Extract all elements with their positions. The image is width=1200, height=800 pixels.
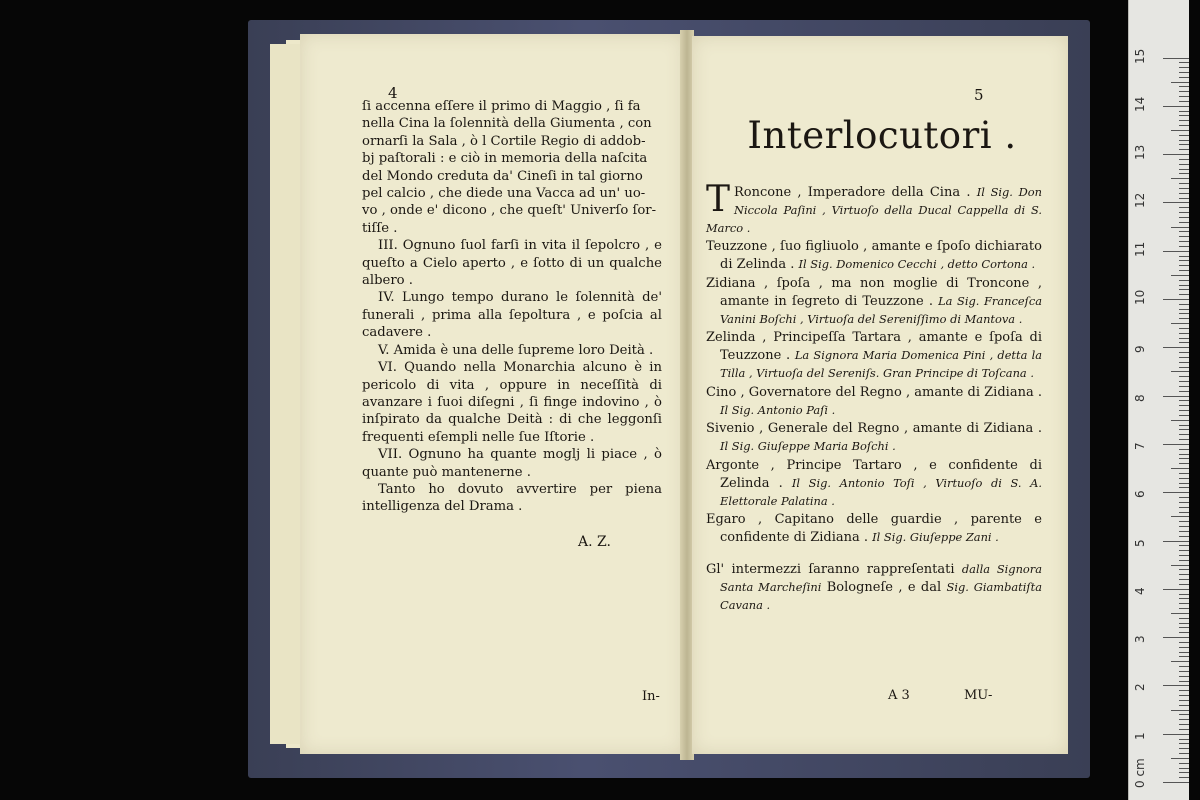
- ruler-tick: [1171, 178, 1189, 179]
- ruler-number: 8: [1133, 393, 1147, 402]
- ruler-tick: [1163, 782, 1189, 783]
- ruler-tick: [1163, 251, 1189, 252]
- cast-entry: [706, 276, 1042, 328]
- ruler-tick: [1179, 454, 1189, 455]
- ruler-tick: [1163, 589, 1189, 590]
- cast-entry: [706, 179, 1042, 237]
- ruler-tick: [1179, 289, 1189, 290]
- ruler-tick: [1171, 468, 1189, 469]
- ruler-tick: [1179, 521, 1189, 522]
- ruler-tick: [1171, 613, 1189, 614]
- ruler-tick: [1163, 492, 1189, 493]
- ruler-number: 10: [1133, 289, 1147, 305]
- ruler-tick: [1179, 425, 1189, 426]
- ruler-number: 13: [1133, 144, 1147, 161]
- ruler-tick: [1179, 449, 1189, 450]
- paragraph-v: V. Amida è una delle ſupreme loro Deità .: [378, 342, 654, 358]
- ruler-tick: [1179, 265, 1189, 266]
- ruler-tick: [1179, 169, 1189, 170]
- ruler-tick: [1179, 579, 1189, 580]
- cast-entry: [706, 385, 1042, 420]
- ruler-tick: [1179, 86, 1189, 87]
- intermezzi-text: Bologneſe , e dal: [826, 579, 942, 595]
- ruler-tick: [1179, 236, 1189, 237]
- ruler-tick: [1179, 217, 1189, 218]
- cast-entry: [706, 458, 1042, 510]
- ruler-tick: [1179, 569, 1189, 570]
- ruler-tick: [1179, 536, 1189, 537]
- ruler-tick: [1179, 608, 1189, 609]
- intermezzi-note: [706, 561, 1042, 614]
- ruler-tick: [1179, 550, 1189, 551]
- ruler-tick: [1179, 502, 1189, 503]
- ruler-tick: [1179, 193, 1189, 194]
- text-line: ornarſi la Sala , ò l Cortile Regio di addob-: [362, 133, 646, 149]
- ruler-tick: [1179, 739, 1189, 740]
- ruler-tick: [1179, 594, 1189, 595]
- ruler-tick: [1179, 120, 1189, 121]
- ruler-tick: [1179, 478, 1189, 479]
- catchword-right: MU-: [964, 688, 993, 703]
- text-line: pel calcio , che diede una Vacca ad un' uo-: [362, 186, 646, 202]
- ruler-tick: [1179, 198, 1189, 199]
- ruler-tick: [1179, 623, 1189, 624]
- ruler-tick: [1179, 507, 1189, 508]
- cast-name: La Sig. Franceſca Vanini Boſchi , Virtuoſa del Sereniſſimo di Mantova .: [720, 293, 1043, 326]
- text-line: ſi accenna eſſere il primo di Maggio , ſi fa: [362, 99, 641, 114]
- ruler-tick: [1163, 396, 1189, 397]
- ruler-tick: [1179, 497, 1189, 498]
- ruler-tick: [1179, 642, 1189, 643]
- ruler-number: 15: [1133, 48, 1147, 64]
- ruler-tick: [1171, 275, 1189, 276]
- ruler-tick: [1179, 222, 1189, 223]
- cast-name: Il Sig. Domenico Cecchi , detto Cortona .: [798, 257, 1036, 272]
- ruler-tick: [1179, 207, 1189, 208]
- ruler-tick: [1179, 531, 1189, 532]
- ruler-tick: [1163, 106, 1189, 107]
- cast-name: Il Sig. Giuſeppe Maria Boſchi .: [720, 439, 896, 454]
- ruler-tick: [1179, 671, 1189, 672]
- ruler-tick: [1179, 280, 1189, 281]
- ruler-tick: [1179, 212, 1189, 213]
- ruler-tick: [1179, 256, 1189, 257]
- ruler-tick: [1179, 656, 1189, 657]
- ruler-tick: [1179, 164, 1189, 165]
- ruler-tick: [1179, 77, 1189, 78]
- text-line: nella Cina la ſolennità della Giumenta , con: [362, 116, 652, 132]
- ruler-tick: [1179, 526, 1189, 527]
- ruler-number: 7: [1133, 442, 1147, 450]
- author-initials: A. Z.: [578, 534, 611, 550]
- cast-name: Il Sig. Antonio Toſi , Virtuoſo di S. A. Elettorale Palatina .: [720, 475, 1042, 508]
- ruler-number: 6: [1133, 490, 1147, 499]
- ruler-number: 4: [1133, 587, 1147, 595]
- ruler-tick: [1179, 714, 1189, 715]
- ruler-tick: [1179, 666, 1189, 667]
- ruler-tick: [1179, 72, 1189, 73]
- ruler-tick: [1179, 429, 1189, 430]
- ruler-tick: [1179, 772, 1189, 773]
- ruler-tick: [1171, 516, 1189, 517]
- left-page-text: [362, 98, 662, 516]
- ruler-number: 12: [1133, 193, 1147, 209]
- cast-entry: [706, 512, 1042, 547]
- ruler-tick: [1179, 173, 1189, 174]
- ruler-tick: [1171, 323, 1189, 324]
- cast-name: Il Sig. Giuſeppe Zani .: [872, 530, 999, 545]
- ruler-tick: [1179, 458, 1189, 459]
- ruler-tick: [1179, 260, 1189, 261]
- ruler-tick: [1179, 763, 1189, 764]
- ruler-tick: [1179, 241, 1189, 242]
- ruler-tick: [1163, 299, 1189, 300]
- ruler-tick: [1179, 101, 1189, 102]
- closing-paragraph: Tanto ho dovuto avvertire per piena intelligenza del Drama .: [362, 481, 662, 515]
- ruler-tick: [1171, 371, 1189, 372]
- ruler-tick: [1179, 603, 1189, 604]
- cast-name: La Signora Maria Domenica Pini , detta la Tilla , Virtuoſa del Sereniſs. Gran Principe di Toſcana .: [720, 348, 1042, 380]
- ruler-tick: [1179, 434, 1189, 435]
- ruler-number: 0 cm: [1133, 758, 1147, 788]
- ruler-number: 1: [1133, 732, 1147, 740]
- ruler-tick: [1179, 627, 1189, 628]
- ruler-tick: [1179, 231, 1189, 232]
- ruler-tick: [1179, 405, 1189, 406]
- cast-entry: [706, 421, 1042, 456]
- ruler-tick: [1179, 159, 1189, 160]
- ruler-tick: [1171, 420, 1189, 421]
- ruler-tick: [1179, 681, 1189, 682]
- ruler-number: 5: [1133, 538, 1147, 547]
- ruler-tick: [1163, 202, 1189, 203]
- ruler-tick: [1179, 700, 1189, 701]
- ruler-tick: [1179, 115, 1189, 116]
- ruler-tick: [1163, 58, 1189, 59]
- ruler-tick: [1179, 333, 1189, 334]
- role-name: Argonte , Principe Tartaro , e confidente di Zelinda .: [706, 457, 1042, 491]
- ruler-number: 9: [1133, 345, 1147, 354]
- ruler-tick: [1171, 758, 1189, 759]
- ruler-tick: [1163, 685, 1189, 686]
- ruler-tick: [1179, 724, 1189, 725]
- ruler-tick: [1179, 729, 1189, 730]
- role-name: Roncone , Imperadore della Cina .: [734, 185, 971, 200]
- ruler-tick: [1179, 125, 1189, 126]
- intermezzi-cast: Sig. Giambatiſta Cavana .: [720, 579, 1042, 612]
- ruler-tick: [1179, 705, 1189, 706]
- ruler-tick: [1179, 342, 1189, 343]
- ruler-tick: [1171, 130, 1189, 131]
- ruler-tick: [1179, 188, 1189, 189]
- ruler-tick: [1171, 227, 1189, 228]
- role-name: Zelinda , Principeſſa Tartara , amante e ſpoſa di Teuzzone .: [706, 330, 1042, 364]
- paragraph-iv: IV. Lungo tempo durano le ſolennità de' funerali , prima alla ſepoltura , e poſcia al cadavere .: [362, 290, 662, 341]
- ruler-tick: [1179, 598, 1189, 599]
- ruler-tick: [1179, 777, 1189, 778]
- ruler-tick: [1179, 309, 1189, 310]
- ruler-tick: [1171, 661, 1189, 662]
- ruler-tick: [1179, 362, 1189, 363]
- ruler-tick: [1179, 144, 1189, 145]
- right-page: [692, 36, 1068, 754]
- ruler-tick: [1179, 560, 1189, 561]
- ruler-tick: [1179, 487, 1189, 488]
- ruler-tick: [1163, 154, 1189, 155]
- ruler-tick: [1179, 473, 1189, 474]
- role-name: Teuzzone , ſuo figliuolo , amante e ſpoſo dichiarato di Zelinda .: [706, 239, 1042, 273]
- ruler-tick: [1171, 82, 1189, 83]
- ruler-tick: [1163, 637, 1189, 638]
- ruler-tick: [1179, 555, 1189, 556]
- ruler-tick: [1179, 386, 1189, 387]
- ruler-tick: [1179, 584, 1189, 585]
- left-page: [300, 34, 684, 754]
- page-number-left: 4: [388, 84, 398, 102]
- ruler-tick: [1179, 381, 1189, 382]
- ruler-tick: [1171, 710, 1189, 711]
- ruler-tick: [1179, 91, 1189, 92]
- ruler-tick: [1179, 463, 1189, 464]
- ruler-tick: [1179, 352, 1189, 353]
- ruler-tick: [1179, 246, 1189, 247]
- role-name: Zidiana , ſpoſa , ma non moglie di Troncone , amante in ſegreto di Teuzzone .: [706, 275, 1042, 309]
- intermezzi-cast: dalla Signora Santa Marcheſini: [720, 561, 1043, 594]
- ruler-tick: [1179, 328, 1189, 329]
- ruler-tick: [1179, 285, 1189, 286]
- text-line: tiſſe .: [362, 220, 398, 236]
- page-number-right: 5: [974, 86, 984, 104]
- ruler-tick: [1179, 135, 1189, 136]
- role-name: Cino , Governatore del Regno , amante di Zidiana .: [706, 384, 1042, 400]
- ruler-tick: [1179, 545, 1189, 546]
- ruler-tick: [1179, 632, 1189, 633]
- ruler-tick: [1179, 96, 1189, 97]
- ruler-tick: [1179, 183, 1189, 184]
- ruler-number: 3: [1133, 635, 1147, 644]
- ruler-tick: [1179, 753, 1189, 754]
- ruler-tick: [1171, 565, 1189, 566]
- ruler-tick: [1163, 347, 1189, 348]
- ruler-tick: [1179, 367, 1189, 368]
- role-name: Egaro , Capitano delle guardie , parente e confidente di Zidiana .: [706, 512, 1042, 546]
- role-name: Sivenio , Generale del Regno , amante di Zidiana .: [706, 421, 1042, 437]
- ruler-tick: [1179, 318, 1189, 319]
- catchword-left: In-: [642, 689, 660, 704]
- paragraph-vi: VI. Quando nella Monarchia alcuno è in pericolo di vita , oppure in neceſſità di avanzare i ſuoi diſegni , ſi finge indovino , ò inſpirato da qualche Deità : di che leggonſi frequenti eſempli nelle ſue Iſtorie .: [362, 360, 662, 445]
- ruler-tick: [1179, 313, 1189, 314]
- cast-name: Il Sig. Antonio Paſi .: [720, 402, 836, 417]
- paragraph-vii: VII. Ognuno ha quante moglj li piace , ò quante può mantenerne .: [362, 447, 662, 480]
- cast-list: [706, 179, 1043, 616]
- ruler-tick: [1179, 574, 1189, 575]
- ruler-tick: [1179, 304, 1189, 305]
- ruler-tick: [1179, 719, 1189, 720]
- ruler-tick: [1179, 743, 1189, 744]
- ruler-number: 2: [1133, 683, 1147, 692]
- ruler-tick: [1179, 400, 1189, 401]
- intermezzi-text: Gl' intermezzi ſaranno rappreſentati: [706, 561, 955, 577]
- text-line: del Mondo creduta da' Cineſi in tal giorno: [362, 168, 643, 184]
- ruler-number: 14: [1133, 96, 1147, 112]
- ruler-tick: [1179, 676, 1189, 677]
- ruler-tick: [1179, 357, 1189, 358]
- cast-entry: [706, 239, 1042, 274]
- ruler-tick: [1179, 415, 1189, 416]
- ruler-tick: [1179, 140, 1189, 141]
- drop-cap: T: [706, 179, 731, 220]
- ruler-tick: [1163, 444, 1189, 445]
- ruler-tick: [1163, 734, 1189, 735]
- ruler-tick: [1179, 439, 1189, 440]
- ruler-tick: [1179, 512, 1189, 513]
- ruler-tick: [1179, 67, 1189, 68]
- ruler-number: 11: [1133, 241, 1147, 257]
- ruler-tick: [1179, 410, 1189, 411]
- ruler-tick: [1179, 294, 1189, 295]
- ruler-tick: [1179, 483, 1189, 484]
- ruler-tick: [1179, 695, 1189, 696]
- text-line: bj paſtorali : e ciò in memoria della naſcita: [362, 151, 648, 167]
- ruler-tick: [1179, 149, 1189, 150]
- ruler-tick: [1179, 270, 1189, 271]
- ruler-tick: [1179, 338, 1189, 339]
- ruler-tick: [1179, 111, 1189, 112]
- ruler-tick: [1179, 652, 1189, 653]
- ruler-tick: [1179, 690, 1189, 691]
- text-line: vo , onde e' dicono , che queſt' Univerſo ſor-: [362, 203, 657, 219]
- ruler-tick: [1179, 768, 1189, 769]
- signature-mark: A 3: [888, 688, 910, 703]
- ruler-tick: [1179, 376, 1189, 377]
- ruler-tick: [1179, 62, 1189, 63]
- ruler-tick: [1179, 647, 1189, 648]
- cast-entry: [706, 330, 1042, 382]
- page-heading: Interlocutori .: [747, 114, 1017, 157]
- cast-name: Il Sig. Don Niccola Paſini , Virtuoſo della Ducal Cappella di S. Marco .: [706, 185, 1042, 235]
- ruler-tick: [1179, 618, 1189, 619]
- ruler-tick: [1179, 748, 1189, 749]
- ruler-tick: [1179, 391, 1189, 392]
- measurement-ruler: [1128, 0, 1189, 800]
- paragraph-iii: III. Ognuno ſuol farſi in vita il ſepolcro , e queſto a Cielo aperto , e ſotto di un qualche albero .: [362, 238, 662, 289]
- ruler-tick: [1163, 541, 1189, 542]
